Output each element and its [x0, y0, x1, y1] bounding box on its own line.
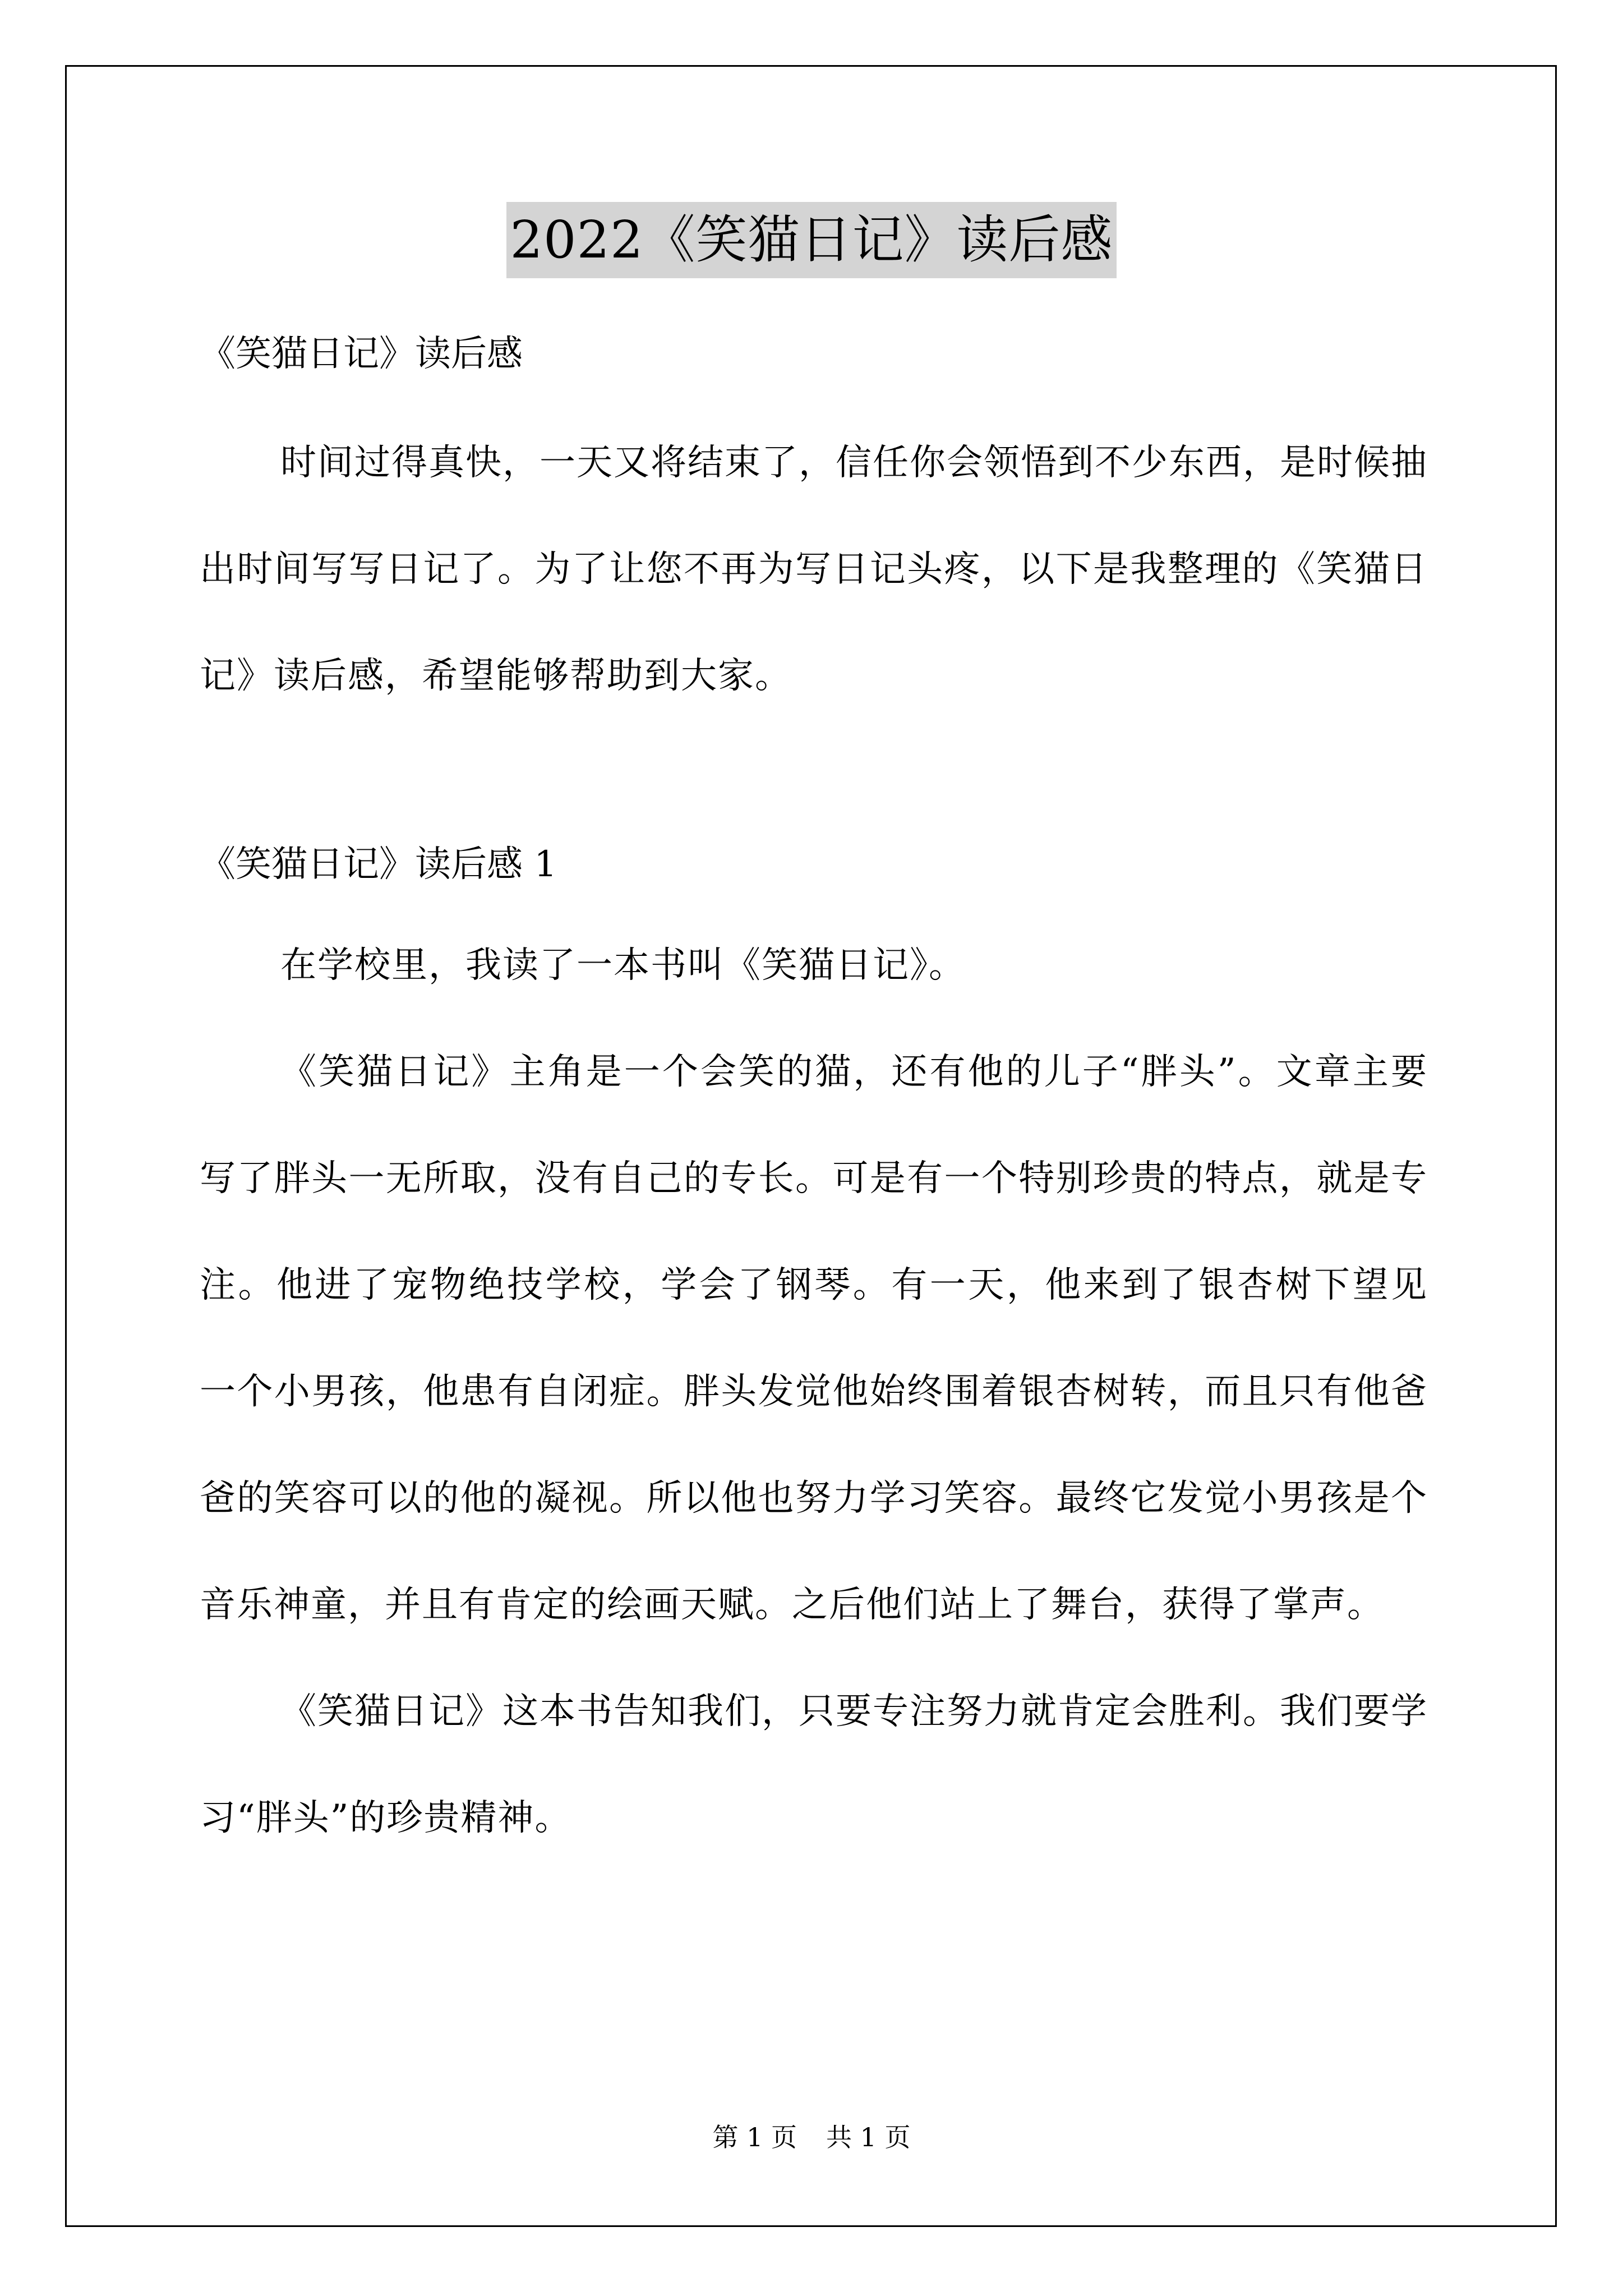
title-container: [0, 202, 1623, 278]
page-footer: [0, 2120, 1623, 2154]
section1-paragraph-3: 《笑猫日记》这本书告知我们，只要专注努力就肯定会胜利。我们要学习“胖头”的珍贵精神。: [200, 1691, 1428, 1839]
intro-paragraph: 时间过得真快，一天又将结束了，信任你会领悟到不少东西，是时候抽出时间写写日记了。为了让您不再为写日记头疼，以下是我整理的《笑猫日记》读后感，希望能够帮助到大家。: [200, 442, 1428, 697]
section-spacer: [200, 729, 1428, 813]
document-body: [200, 303, 1428, 1871]
page-number: 第 1 页: [712, 2122, 797, 2152]
section1-paragraph-2: 《笑猫日记》主角是一个会笑的猫，还有他的儿子“胖头”。文章主要写了胖头一无所取，没有自己的专长。可是有一个特别珍贵的特点，就是专注。他进了宠物绝技学校，学会了钢琴。有一天，他来到了银杏树下望见 一个小男孩，他患有自闭症。胖头发觉他始终围着银杏树转，而且只有他爸爸的笑容可以的他的凝视。所以他也努力学习笑容。最终它发觉小男孩是个音乐神童，并且有肯定的绘画天赋。之后他们站上了舞台，获得了掌声。: [200, 1051, 1428, 1626]
section1-heading: 《笑猫日记》读后感 1: [200, 844, 557, 885]
intro-heading: 《笑猫日记》读后感: [200, 333, 523, 375]
document-title: 2022《笑猫日记》读后感: [506, 202, 1116, 278]
section1-paragraph-1: 在学校里，我读了一本书叫《笑猫日记》。: [280, 945, 966, 986]
page-total: 共 1 页: [826, 2122, 911, 2152]
